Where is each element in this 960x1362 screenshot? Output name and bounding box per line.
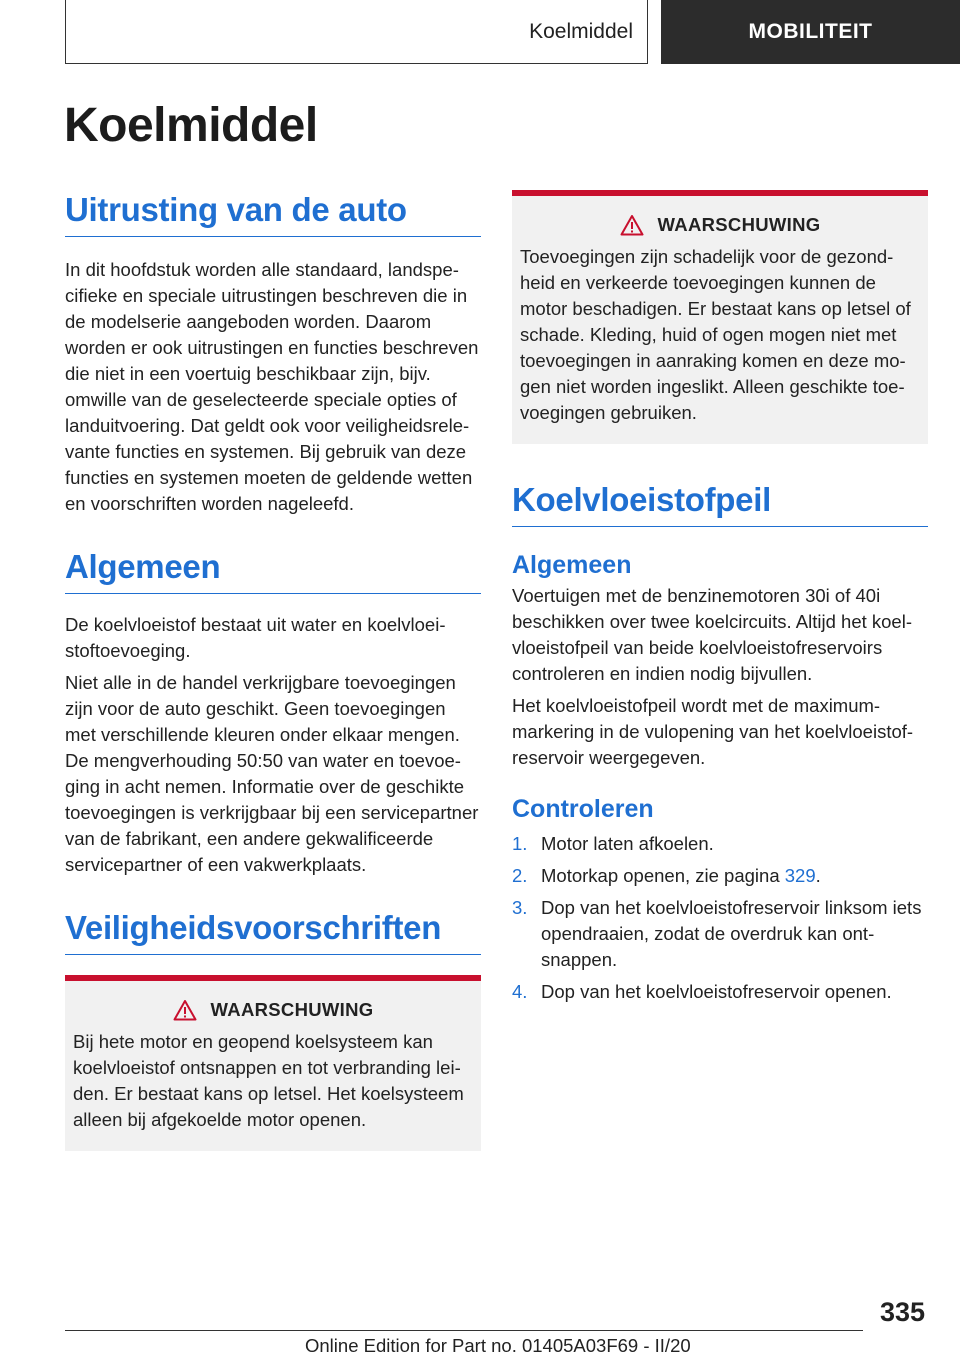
section-title-coolant-level: Koelvloeistofpeil bbox=[512, 480, 928, 527]
list-item bbox=[512, 831, 928, 857]
warning-label: WAARSCHUWING bbox=[210, 999, 374, 1020]
section-title-safety: Veiligheidsvoorschriften bbox=[65, 908, 481, 955]
coolant-general-paragraph-2: Het koelvloeistofpeil wordt met de maximummarkering in de vulopening van het koelvloeistofreservoir weergegeven. bbox=[512, 695, 914, 768]
warning-text: Toevoegingen zijn schadelijk voor de gezondheid en verkeerde toevoegingen kunnen de motor beschadigen. Er bestaat kans op letsel of schade. Kleding, huid of ogen mogen niet met toevoegingen in aanraking komen en deze mogen niet worden ingeslikt. Alleen geschikte toevoegingen gebruiken. bbox=[520, 246, 911, 423]
check-steps-list bbox=[512, 831, 928, 1005]
warning-box-additives bbox=[512, 190, 928, 444]
warning-triangle-icon bbox=[173, 999, 197, 1021]
subsection-title-check: Controleren bbox=[512, 795, 654, 823]
footer-edition-text: Online Edition for Part no. 01405A03F69 - II/20 bbox=[305, 1335, 691, 1356]
left-column bbox=[65, 190, 481, 1151]
warning-box-hot-engine bbox=[65, 975, 481, 1151]
warning-heading bbox=[73, 999, 473, 1021]
step-text: Motor laten afkoelen. bbox=[541, 833, 714, 854]
header-section-label bbox=[65, 0, 648, 64]
page-title: Koelmiddel bbox=[64, 99, 318, 152]
warning-text: Bij hete motor en geopend koelsysteem kan koelvloeistof ontsnappen en tot verbranding leiden. Er bestaat kans op letsel. Het koelsysteem alleen bij afgekoelde motor openen. bbox=[73, 1031, 464, 1130]
subsection-title-general: Algemeen bbox=[512, 551, 632, 579]
general-paragraph-1: De koelvloeistof bestaat uit water en koelvloeistoftoevoeging. bbox=[65, 614, 446, 661]
general-paragraph-2: Niet alle in de handel verkrijgbare toevoegingen zijn voor de auto geschikt. Geen toevoegingen met verschillende kleuren onder elkaar mengen. De mengverhouding 50:50 van water en toevoeging in acht nemen. Informatie over de geschikte toevoegingen is verkrijgbaar bij een servicepartner van de fabrikant, een andere gekwalificeerde servicepartner of een vakwerkplaats. bbox=[65, 672, 479, 875]
right-column bbox=[512, 190, 928, 1011]
step-number: 1. bbox=[512, 833, 528, 854]
step-number: 4. bbox=[512, 981, 528, 1002]
step-text: Dop van het koelvloeistofreservoir openen. bbox=[541, 981, 892, 1002]
header-section-text: Koelmiddel bbox=[529, 19, 633, 43]
step-text-end: . bbox=[815, 865, 821, 886]
step-number: 2. bbox=[512, 865, 528, 886]
step-text-wrapper bbox=[541, 863, 821, 889]
step-text: Motorkap openen, zie pagina bbox=[541, 865, 785, 886]
section-title-equipment: Uitrusting van de auto bbox=[65, 190, 481, 237]
footer-divider bbox=[65, 1330, 863, 1331]
step-number: 3. bbox=[512, 897, 528, 918]
section-title-general: Algemeen bbox=[65, 547, 481, 594]
step-text: Dop van het koelvloeistofreservoir linksom iets opendraaien, zodat de overdruk kan ontsnappen. bbox=[541, 897, 922, 970]
equipment-paragraph: In dit hoofdstuk worden alle standaard, landspecifieke en speciale uitrustingen beschreven die in de modelserie aangeboden worden. Daarom worden er ook uitrustingen en functies beschreven die niet in een voertuig beschikbaar zijn, bijv. omwille van de geselecteerde speciale opties of landuitvoering. Dat geldt ook voor veiligheidsrelevante functies en systemen. Bij gebruik van deze functies en systemen moeten de geldende wetten en voorschriften worden nageleefd. bbox=[65, 259, 479, 514]
warning-label: WAARSCHUWING bbox=[657, 214, 821, 235]
page-number: 335 bbox=[879, 1297, 925, 1327]
warning-triangle-icon bbox=[620, 214, 644, 236]
list-item bbox=[512, 863, 928, 889]
page-reference-link[interactable]: 329 bbox=[784, 865, 816, 886]
list-item bbox=[512, 979, 928, 1005]
warning-heading bbox=[520, 214, 920, 236]
coolant-general-paragraph-1: Voertuigen met de benzinemotoren 30i of 40i beschikken over twee koelcircuits. Altijd het koelvloeistofpeil van beide koelvloeistofreservoirs controleren en indien nodig bijvullen. bbox=[512, 585, 913, 684]
header-chapter-text: MOBILITEIT bbox=[748, 20, 873, 43]
list-item bbox=[512, 895, 928, 973]
header-chapter-tab[interactable] bbox=[661, 0, 960, 64]
